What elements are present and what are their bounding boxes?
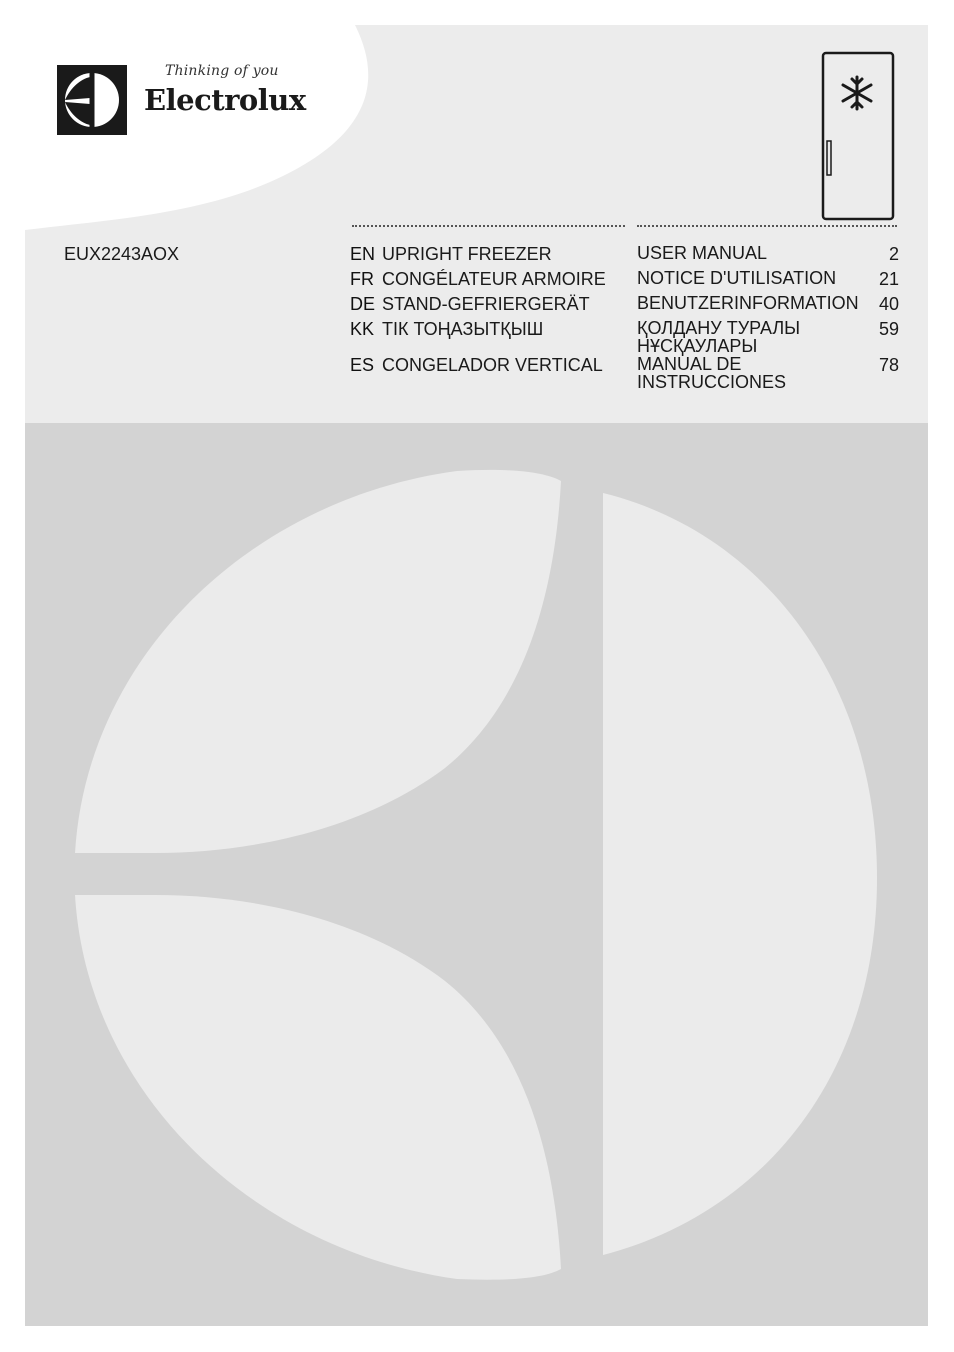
snowflake-icon: [843, 77, 871, 109]
language-row-en: [350, 244, 899, 269]
cover-artwork-panel: [25, 423, 928, 1326]
language-code: KK: [350, 319, 375, 339]
symbol-right-half: [603, 493, 877, 1255]
language-table: [350, 244, 899, 395]
upright-freezer-icon: [821, 51, 895, 221]
language-code: DE: [350, 294, 376, 314]
language-row-fr: [350, 269, 899, 294]
symbol-bottom-leaf: [75, 895, 561, 1280]
page-number: 21: [878, 269, 899, 289]
language-row-kk: [350, 319, 899, 355]
page-number: 40: [878, 294, 899, 314]
language-row-es: [350, 355, 899, 395]
product-name: UPRIGHT FREEZER: [382, 244, 552, 264]
page-number: 59: [878, 319, 899, 339]
language-row-de: [350, 294, 899, 319]
manual-title: BENUTZERINFORMATION: [637, 293, 859, 313]
manual-title: MANUAL DE INSTRUCCIONES: [637, 354, 787, 392]
electrolux-symbol-icon: [25, 423, 928, 1326]
manual-title: USER MANUAL: [637, 243, 768, 263]
symbol-top-leaf: [75, 470, 561, 853]
manual-title: ҚОЛДАНУ ТУРАЛЫ НҰСҚАУЛАРЫ: [637, 318, 801, 356]
brand-name: Electrolux: [144, 83, 306, 117]
language-code: EN: [350, 244, 376, 264]
brand-tagline: Thinking of you: [165, 63, 279, 79]
product-name: CONGELADOR VERTICAL: [382, 355, 603, 375]
divider-dotted-left: [352, 225, 625, 231]
language-code: FR: [350, 269, 374, 289]
page-number: 78: [878, 355, 899, 375]
header-panel: [25, 25, 928, 423]
divider-dotted-right: [637, 225, 897, 231]
model-number: EUX2243AOX: [64, 244, 180, 264]
page-number: 2: [888, 244, 899, 264]
product-name: ТІК ТОҢАЗЫТҚЫШ: [382, 319, 544, 339]
language-code: ES: [350, 355, 375, 375]
product-name: STAND-GEFRIERGERÄT: [382, 294, 590, 314]
manual-title: NOTICE D'UTILISATION: [637, 268, 837, 288]
electrolux-logo-icon: [57, 65, 127, 135]
product-name: CONGÉLATEUR ARMOIRE: [382, 269, 606, 289]
cover-sheet: [25, 25, 928, 1326]
